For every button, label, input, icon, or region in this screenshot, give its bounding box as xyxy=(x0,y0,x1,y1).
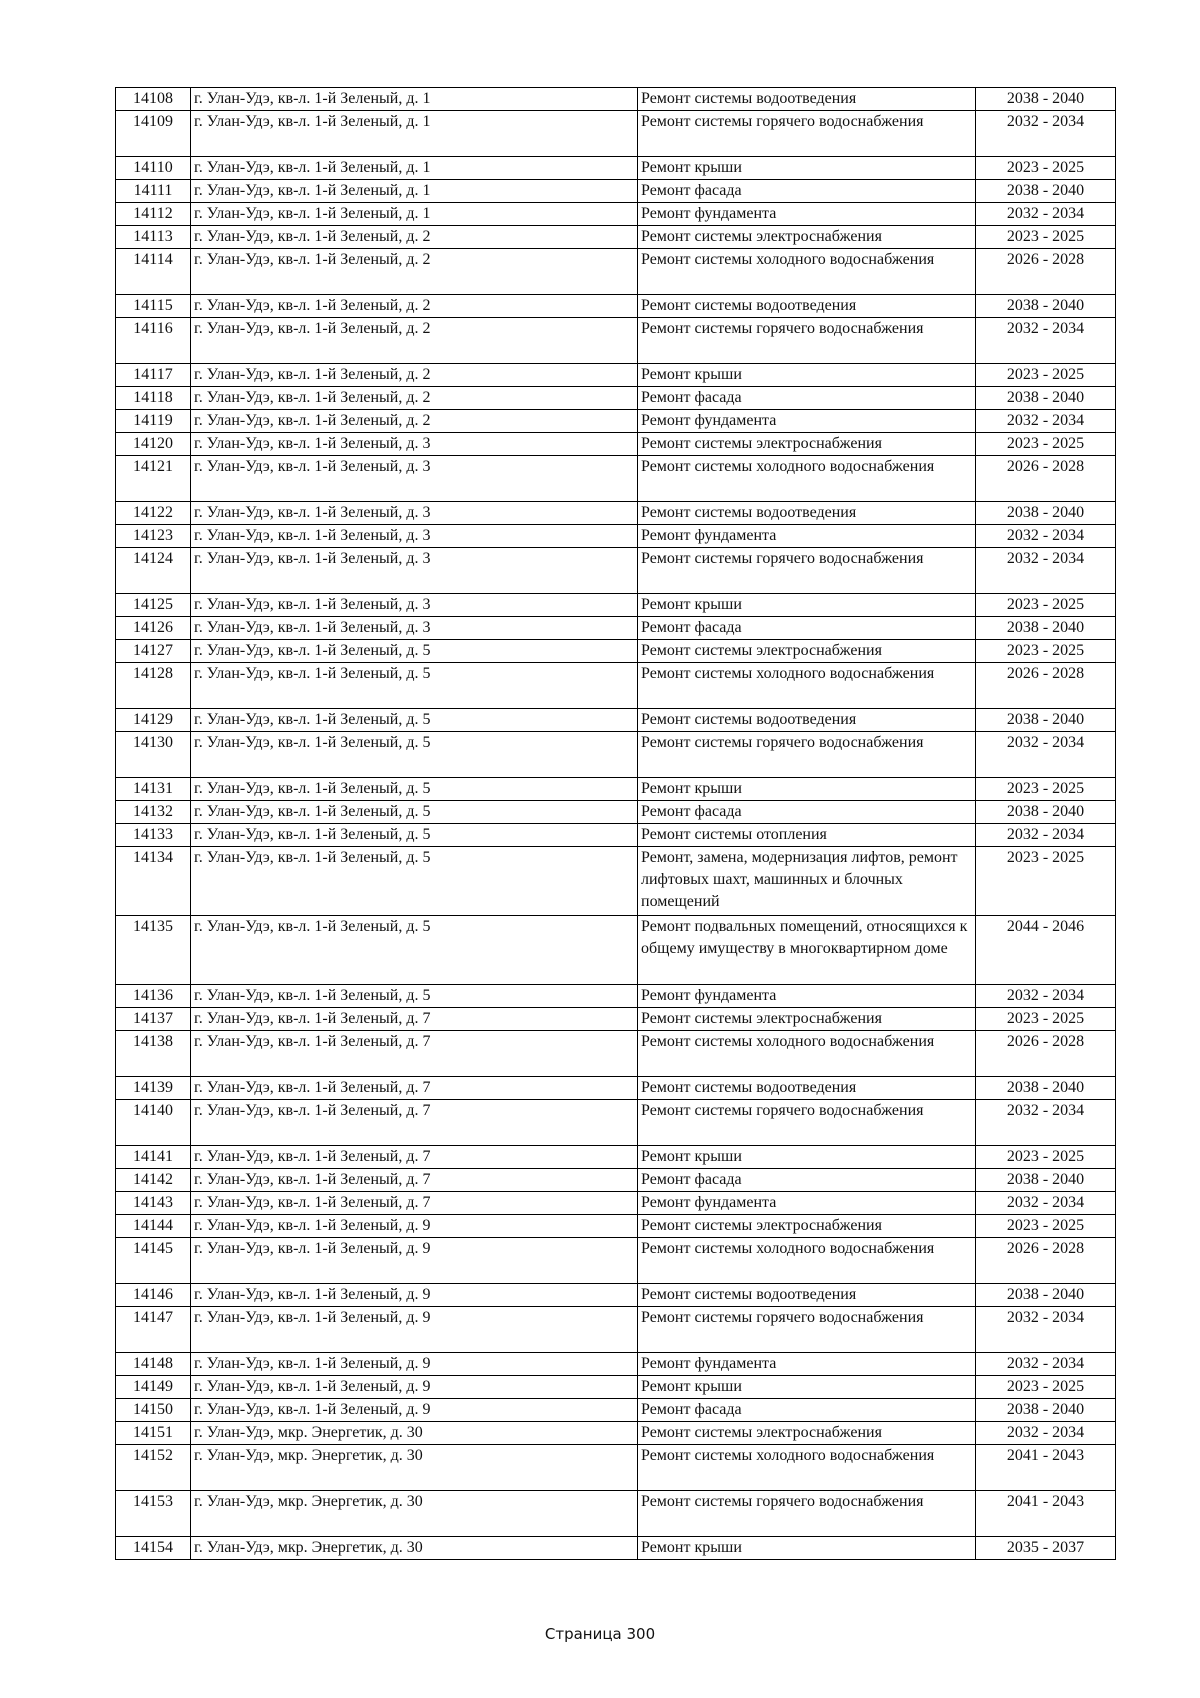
address-cell: г. Улан-Удэ, кв-л. 1-й Зеленый, д. 5 xyxy=(191,824,638,847)
address-cell: г. Улан-Удэ, кв-л. 1-й Зеленый, д. 1 xyxy=(191,88,638,111)
address-cell: г. Улан-Удэ, кв-л. 1-й Зеленый, д. 1 xyxy=(191,203,638,226)
address-cell: г. Улан-Удэ, кв-л. 1-й Зеленый, д. 7 xyxy=(191,1031,638,1077)
work-type-cell: Ремонт системы электроснабжения xyxy=(638,433,976,456)
table-row xyxy=(116,732,1116,778)
address-cell: г. Улан-Удэ, мкр. Энергетик, д. 30 xyxy=(191,1491,638,1537)
page-number: Страница 300 xyxy=(544,1625,656,1643)
table-row xyxy=(116,157,1116,180)
work-type-cell: Ремонт системы водоотведения xyxy=(638,295,976,318)
work-type-cell: Ремонт системы водоотведения xyxy=(638,502,976,525)
address-cell: г. Улан-Удэ, кв-л. 1-й Зеленый, д. 5 xyxy=(191,985,638,1008)
work-type-cell: Ремонт фасада xyxy=(638,180,976,203)
period-cell: 2038 - 2040 xyxy=(976,1399,1116,1422)
period-cell: 2023 - 2025 xyxy=(976,847,1116,916)
row-number-cell: 14114 xyxy=(116,249,191,295)
table-row xyxy=(116,1376,1116,1399)
address-cell: г. Улан-Удэ, кв-л. 1-й Зеленый, д. 1 xyxy=(191,180,638,203)
row-number-cell: 14124 xyxy=(116,548,191,594)
work-type-cell: Ремонт фасада xyxy=(638,617,976,640)
row-number-cell: 14116 xyxy=(116,318,191,364)
row-number-cell: 14150 xyxy=(116,1399,191,1422)
address-cell: г. Улан-Удэ, кв-л. 1-й Зеленый, д. 2 xyxy=(191,318,638,364)
address-cell: г. Улан-Удэ, кв-л. 1-й Зеленый, д. 7 xyxy=(191,1077,638,1100)
work-type-cell: Ремонт системы горячего водоснабжения xyxy=(638,1307,976,1353)
period-cell: 2032 - 2034 xyxy=(976,1100,1116,1146)
row-number-cell: 14109 xyxy=(116,111,191,157)
period-cell: 2038 - 2040 xyxy=(976,617,1116,640)
address-cell: г. Улан-Удэ, кв-л. 1-й Зеленый, д. 5 xyxy=(191,801,638,824)
row-number-cell: 14127 xyxy=(116,640,191,663)
work-type-cell: Ремонт системы холодного водоснабжения xyxy=(638,1445,976,1491)
work-type-cell: Ремонт крыши xyxy=(638,157,976,180)
table-row xyxy=(116,433,1116,456)
period-cell: 2038 - 2040 xyxy=(976,295,1116,318)
address-cell: г. Улан-Удэ, кв-л. 1-й Зеленый, д. 9 xyxy=(191,1284,638,1307)
period-cell: 2032 - 2034 xyxy=(976,1422,1116,1445)
row-number-cell: 14118 xyxy=(116,387,191,410)
row-number-cell: 14153 xyxy=(116,1491,191,1537)
address-cell: г. Улан-Удэ, кв-л. 1-й Зеленый, д. 3 xyxy=(191,594,638,617)
address-cell: г. Улан-Удэ, кв-л. 1-й Зеленый, д. 3 xyxy=(191,617,638,640)
row-number-cell: 14136 xyxy=(116,985,191,1008)
address-cell: г. Улан-Удэ, кв-л. 1-й Зеленый, д. 3 xyxy=(191,456,638,502)
row-number-cell: 14123 xyxy=(116,525,191,548)
table-row xyxy=(116,456,1116,502)
table-row xyxy=(116,387,1116,410)
row-number-cell: 14115 xyxy=(116,295,191,318)
table-row xyxy=(116,249,1116,295)
address-cell: г. Улан-Удэ, кв-л. 1-й Зеленый, д. 3 xyxy=(191,502,638,525)
work-type-cell: Ремонт подвальных помещений, относящихся к общему имуществу в многоквартирном доме xyxy=(638,916,976,985)
row-number-cell: 14144 xyxy=(116,1215,191,1238)
address-cell: г. Улан-Удэ, кв-л. 1-й Зеленый, д. 9 xyxy=(191,1376,638,1399)
address-cell: г. Улан-Удэ, кв-л. 1-й Зеленый, д. 2 xyxy=(191,387,638,410)
work-type-cell: Ремонт системы холодного водоснабжения xyxy=(638,456,976,502)
address-cell: г. Улан-Удэ, кв-л. 1-й Зеленый, д. 3 xyxy=(191,548,638,594)
work-type-cell: Ремонт системы водоотведения xyxy=(638,88,976,111)
period-cell: 2041 - 2043 xyxy=(976,1445,1116,1491)
period-cell: 2023 - 2025 xyxy=(976,433,1116,456)
row-number-cell: 14149 xyxy=(116,1376,191,1399)
period-cell: 2032 - 2034 xyxy=(976,1192,1116,1215)
table-row xyxy=(116,180,1116,203)
row-number-cell: 14131 xyxy=(116,778,191,801)
work-type-cell: Ремонт системы электроснабжения xyxy=(638,1008,976,1031)
period-cell: 2035 - 2037 xyxy=(976,1537,1116,1560)
work-type-cell: Ремонт системы горячего водоснабжения xyxy=(638,1100,976,1146)
period-cell: 2023 - 2025 xyxy=(976,1008,1116,1031)
work-type-cell: Ремонт фундамента xyxy=(638,410,976,433)
period-cell: 2041 - 2043 xyxy=(976,1491,1116,1537)
row-number-cell: 14137 xyxy=(116,1008,191,1031)
work-type-cell: Ремонт системы горячего водоснабжения xyxy=(638,732,976,778)
work-type-cell: Ремонт фундамента xyxy=(638,1192,976,1215)
table-row xyxy=(116,1169,1116,1192)
address-cell: г. Улан-Удэ, мкр. Энергетик, д. 30 xyxy=(191,1445,638,1491)
period-cell: 2026 - 2028 xyxy=(976,1238,1116,1284)
table-row xyxy=(116,1422,1116,1445)
table-row xyxy=(116,1353,1116,1376)
table-row xyxy=(116,801,1116,824)
address-cell: г. Улан-Удэ, кв-л. 1-й Зеленый, д. 7 xyxy=(191,1192,638,1215)
table-row xyxy=(116,525,1116,548)
period-cell: 2032 - 2034 xyxy=(976,318,1116,364)
work-type-cell: Ремонт системы электроснабжения xyxy=(638,1215,976,1238)
period-cell: 2032 - 2034 xyxy=(976,732,1116,778)
row-number-cell: 14140 xyxy=(116,1100,191,1146)
row-number-cell: 14108 xyxy=(116,88,191,111)
period-cell: 2032 - 2034 xyxy=(976,203,1116,226)
address-cell: г. Улан-Удэ, кв-л. 1-й Зеленый, д. 5 xyxy=(191,732,638,778)
row-number-cell: 14117 xyxy=(116,364,191,387)
address-cell: г. Улан-Удэ, кв-л. 1-й Зеленый, д. 2 xyxy=(191,249,638,295)
work-type-cell: Ремонт системы холодного водоснабжения xyxy=(638,1031,976,1077)
address-cell: г. Улан-Удэ, кв-л. 1-й Зеленый, д. 5 xyxy=(191,778,638,801)
row-number-cell: 14121 xyxy=(116,456,191,502)
table-row xyxy=(116,1238,1116,1284)
period-cell: 2026 - 2028 xyxy=(976,1031,1116,1077)
address-cell: г. Улан-Удэ, кв-л. 1-й Зеленый, д. 2 xyxy=(191,226,638,249)
work-type-cell: Ремонт системы водоотведения xyxy=(638,1284,976,1307)
work-type-cell: Ремонт системы горячего водоснабжения xyxy=(638,548,976,594)
period-cell: 2038 - 2040 xyxy=(976,387,1116,410)
row-number-cell: 14125 xyxy=(116,594,191,617)
row-number-cell: 14145 xyxy=(116,1238,191,1284)
period-cell: 2026 - 2028 xyxy=(976,249,1116,295)
work-type-cell: Ремонт системы электроснабжения xyxy=(638,640,976,663)
row-number-cell: 14133 xyxy=(116,824,191,847)
table-row xyxy=(116,640,1116,663)
period-cell: 2038 - 2040 xyxy=(976,1077,1116,1100)
work-type-cell: Ремонт системы водоотведения xyxy=(638,1077,976,1100)
period-cell: 2038 - 2040 xyxy=(976,1284,1116,1307)
address-cell: г. Улан-Удэ, кв-л. 1-й Зеленый, д. 5 xyxy=(191,640,638,663)
row-number-cell: 14152 xyxy=(116,1445,191,1491)
table-row xyxy=(116,985,1116,1008)
work-type-cell: Ремонт системы горячего водоснабжения xyxy=(638,1491,976,1537)
address-cell: г. Улан-Удэ, мкр. Энергетик, д. 30 xyxy=(191,1537,638,1560)
table-row xyxy=(116,548,1116,594)
row-number-cell: 14135 xyxy=(116,916,191,985)
table-row xyxy=(116,318,1116,364)
table-row xyxy=(116,778,1116,801)
table-row xyxy=(116,88,1116,111)
period-cell: 2023 - 2025 xyxy=(976,1376,1116,1399)
table-row xyxy=(116,709,1116,732)
work-type-cell: Ремонт крыши xyxy=(638,594,976,617)
row-number-cell: 14147 xyxy=(116,1307,191,1353)
table-row xyxy=(116,203,1116,226)
work-type-cell: Ремонт крыши xyxy=(638,1376,976,1399)
table-row xyxy=(116,916,1116,985)
work-type-cell: Ремонт системы электроснабжения xyxy=(638,1422,976,1445)
repair-schedule-table xyxy=(115,87,1116,1560)
period-cell: 2032 - 2034 xyxy=(976,985,1116,1008)
period-cell: 2032 - 2034 xyxy=(976,410,1116,433)
address-cell: г. Улан-Удэ, кв-л. 1-й Зеленый, д. 2 xyxy=(191,295,638,318)
address-cell: г. Улан-Удэ, кв-л. 1-й Зеленый, д. 5 xyxy=(191,916,638,985)
work-type-cell: Ремонт системы отопления xyxy=(638,824,976,847)
table-row xyxy=(116,1031,1116,1077)
period-cell: 2032 - 2034 xyxy=(976,548,1116,594)
row-number-cell: 14132 xyxy=(116,801,191,824)
period-cell: 2038 - 2040 xyxy=(976,180,1116,203)
address-cell: г. Улан-Удэ, кв-л. 1-й Зеленый, д. 5 xyxy=(191,663,638,709)
address-cell: г. Улан-Удэ, кв-л. 1-й Зеленый, д. 7 xyxy=(191,1146,638,1169)
table-row xyxy=(116,594,1116,617)
address-cell: г. Улан-Удэ, мкр. Энергетик, д. 30 xyxy=(191,1422,638,1445)
period-cell: 2023 - 2025 xyxy=(976,226,1116,249)
row-number-cell: 14139 xyxy=(116,1077,191,1100)
table-row xyxy=(116,1284,1116,1307)
row-number-cell: 14111 xyxy=(116,180,191,203)
work-type-cell: Ремонт системы водоотведения xyxy=(638,709,976,732)
work-type-cell: Ремонт фасада xyxy=(638,1399,976,1422)
row-number-cell: 14130 xyxy=(116,732,191,778)
address-cell: г. Улан-Удэ, кв-л. 1-й Зеленый, д. 9 xyxy=(191,1353,638,1376)
period-cell: 2032 - 2034 xyxy=(976,111,1116,157)
period-cell: 2038 - 2040 xyxy=(976,709,1116,732)
table-row xyxy=(116,295,1116,318)
row-number-cell: 14112 xyxy=(116,203,191,226)
row-number-cell: 14129 xyxy=(116,709,191,732)
row-number-cell: 14146 xyxy=(116,1284,191,1307)
table-row xyxy=(116,1537,1116,1560)
period-cell: 2032 - 2034 xyxy=(976,824,1116,847)
row-number-cell: 14119 xyxy=(116,410,191,433)
address-cell: г. Улан-Удэ, кв-л. 1-й Зеленый, д. 2 xyxy=(191,364,638,387)
work-type-cell: Ремонт фундамента xyxy=(638,1353,976,1376)
work-type-cell: Ремонт системы электроснабжения xyxy=(638,226,976,249)
table-row xyxy=(116,410,1116,433)
period-cell: 2023 - 2025 xyxy=(976,157,1116,180)
period-cell: 2023 - 2025 xyxy=(976,594,1116,617)
work-type-cell: Ремонт системы холодного водоснабжения xyxy=(638,249,976,295)
work-type-cell: Ремонт фундамента xyxy=(638,985,976,1008)
row-number-cell: 14151 xyxy=(116,1422,191,1445)
table-row xyxy=(116,1077,1116,1100)
address-cell: г. Улан-Удэ, кв-л. 1-й Зеленый, д. 3 xyxy=(191,525,638,548)
table-row xyxy=(116,1491,1116,1537)
address-cell: г. Улан-Удэ, кв-л. 1-й Зеленый, д. 7 xyxy=(191,1008,638,1031)
table-row xyxy=(116,847,1116,916)
address-cell: г. Улан-Удэ, кв-л. 1-й Зеленый, д. 2 xyxy=(191,410,638,433)
address-cell: г. Улан-Удэ, кв-л. 1-й Зеленый, д. 9 xyxy=(191,1399,638,1422)
row-number-cell: 14120 xyxy=(116,433,191,456)
work-type-cell: Ремонт системы горячего водоснабжения xyxy=(638,318,976,364)
work-type-cell: Ремонт фасада xyxy=(638,387,976,410)
row-number-cell: 14134 xyxy=(116,847,191,916)
work-type-cell: Ремонт крыши xyxy=(638,778,976,801)
work-type-cell: Ремонт фасада xyxy=(638,801,976,824)
address-cell: г. Улан-Удэ, кв-л. 1-й Зеленый, д. 5 xyxy=(191,709,638,732)
table-row xyxy=(116,1307,1116,1353)
period-cell: 2032 - 2034 xyxy=(976,525,1116,548)
period-cell: 2023 - 2025 xyxy=(976,778,1116,801)
row-number-cell: 14142 xyxy=(116,1169,191,1192)
row-number-cell: 14113 xyxy=(116,226,191,249)
table-row xyxy=(116,364,1116,387)
table-row xyxy=(116,1192,1116,1215)
period-cell: 2023 - 2025 xyxy=(976,1146,1116,1169)
address-cell: г. Улан-Удэ, кв-л. 1-й Зеленый, д. 5 xyxy=(191,847,638,916)
table-row xyxy=(116,663,1116,709)
period-cell: 2038 - 2040 xyxy=(976,1169,1116,1192)
address-cell: г. Улан-Удэ, кв-л. 1-й Зеленый, д. 3 xyxy=(191,433,638,456)
address-cell: г. Улан-Удэ, кв-л. 1-й Зеленый, д. 7 xyxy=(191,1100,638,1146)
table-row xyxy=(116,1399,1116,1422)
table-row xyxy=(116,1146,1116,1169)
work-type-cell: Ремонт крыши xyxy=(638,1146,976,1169)
row-number-cell: 14128 xyxy=(116,663,191,709)
table-row xyxy=(116,502,1116,525)
row-number-cell: 14138 xyxy=(116,1031,191,1077)
table-row xyxy=(116,226,1116,249)
period-cell: 2026 - 2028 xyxy=(976,663,1116,709)
table-row xyxy=(116,1008,1116,1031)
period-cell: 2023 - 2025 xyxy=(976,640,1116,663)
address-cell: г. Улан-Удэ, кв-л. 1-й Зеленый, д. 7 xyxy=(191,1169,638,1192)
work-type-cell: Ремонт фундамента xyxy=(638,203,976,226)
row-number-cell: 14110 xyxy=(116,157,191,180)
table-row xyxy=(116,1445,1116,1491)
address-cell: г. Улан-Удэ, кв-л. 1-й Зеленый, д. 1 xyxy=(191,111,638,157)
period-cell: 2038 - 2040 xyxy=(976,801,1116,824)
row-number-cell: 14126 xyxy=(116,617,191,640)
row-number-cell: 14122 xyxy=(116,502,191,525)
work-type-cell: Ремонт системы горячего водоснабжения xyxy=(638,111,976,157)
period-cell: 2038 - 2040 xyxy=(976,502,1116,525)
period-cell: 2032 - 2034 xyxy=(976,1307,1116,1353)
address-cell: г. Улан-Удэ, кв-л. 1-й Зеленый, д. 1 xyxy=(191,157,638,180)
work-type-cell: Ремонт фундамента xyxy=(638,525,976,548)
row-number-cell: 14148 xyxy=(116,1353,191,1376)
address-cell: г. Улан-Удэ, кв-л. 1-й Зеленый, д. 9 xyxy=(191,1307,638,1353)
period-cell: 2044 - 2046 xyxy=(976,916,1116,985)
period-cell: 2023 - 2025 xyxy=(976,364,1116,387)
work-type-cell: Ремонт крыши xyxy=(638,364,976,387)
row-number-cell: 14154 xyxy=(116,1537,191,1560)
table-body xyxy=(116,88,1116,1560)
address-cell: г. Улан-Удэ, кв-л. 1-й Зеленый, д. 9 xyxy=(191,1238,638,1284)
period-cell: 2038 - 2040 xyxy=(976,88,1116,111)
work-type-cell: Ремонт фасада xyxy=(638,1169,976,1192)
row-number-cell: 14143 xyxy=(116,1192,191,1215)
row-number-cell: 14141 xyxy=(116,1146,191,1169)
work-type-cell: Ремонт системы холодного водоснабжения xyxy=(638,663,976,709)
address-cell: г. Улан-Удэ, кв-л. 1-й Зеленый, д. 9 xyxy=(191,1215,638,1238)
work-type-cell: Ремонт, замена, модернизация лифтов, ремонт лифтовых шахт, машинных и блочных помещений xyxy=(638,847,976,916)
table-row xyxy=(116,111,1116,157)
table-row xyxy=(116,1100,1116,1146)
period-cell: 2026 - 2028 xyxy=(976,456,1116,502)
table-row xyxy=(116,617,1116,640)
work-type-cell: Ремонт крыши xyxy=(638,1537,976,1560)
table-row xyxy=(116,824,1116,847)
period-cell: 2023 - 2025 xyxy=(976,1215,1116,1238)
period-cell: 2032 - 2034 xyxy=(976,1353,1116,1376)
work-type-cell: Ремонт системы холодного водоснабжения xyxy=(638,1238,976,1284)
table-row xyxy=(116,1215,1116,1238)
